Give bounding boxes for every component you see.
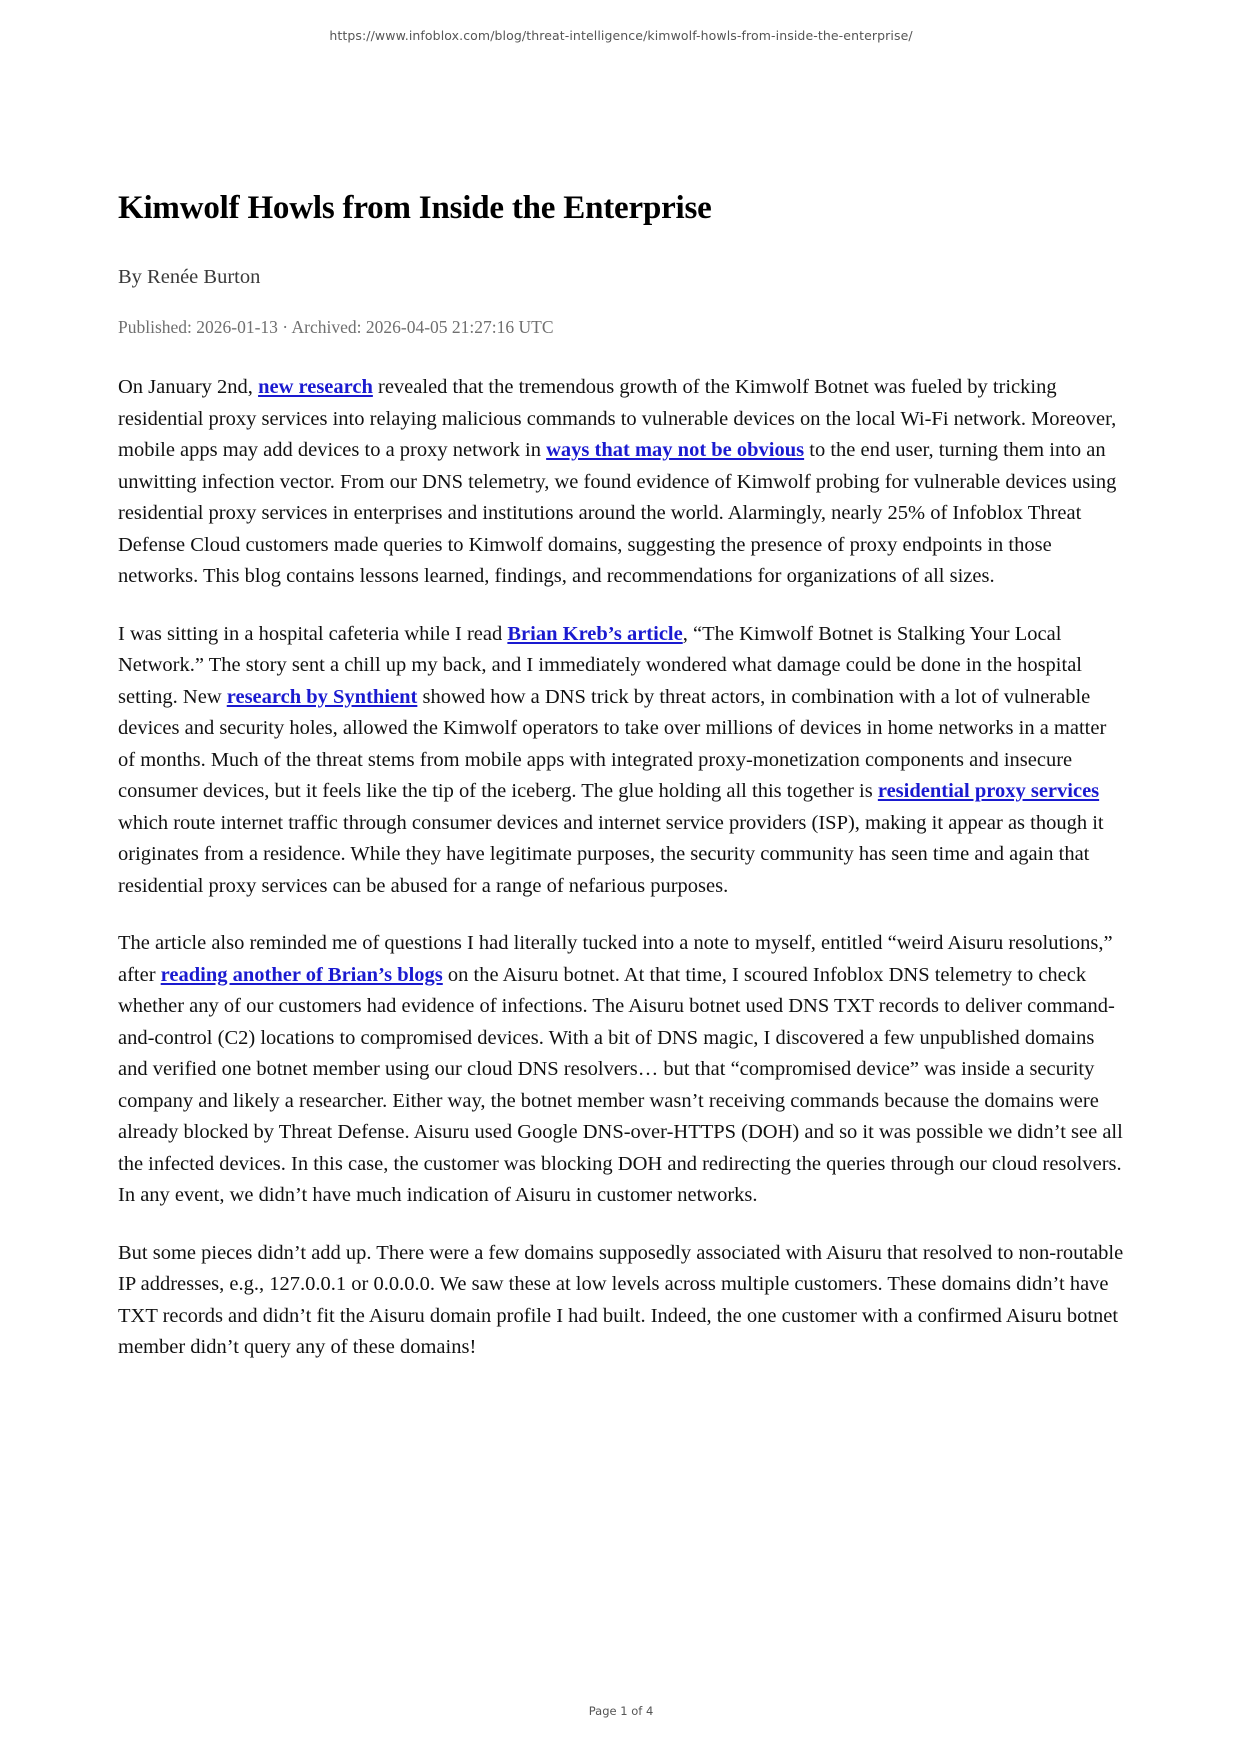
- source-url: https://www.infoblox.com/blog/threat-intelligence/kimwolf-howls-from-inside-the-enterprise/: [329, 28, 913, 43]
- inline-link[interactable]: ways that may not be obvious: [546, 439, 805, 461]
- author-byline: By Renée Burton: [118, 266, 261, 288]
- page-title: Kimwolf Howls from Inside the Enterprise: [118, 190, 712, 226]
- paragraph-1: On January 2nd, new research revealed that the tremendous growth of the Kimwolf Botnet was fueled by tricking residential proxy services into relaying malicious commands to vulnerable devices on the local Wi-Fi network. Moreover, mobile apps may add devices to a proxy network in ways that may not be obvious to the end user, turning them into an unwitting infection vector. From our DNS telemetry, we found evidence of Kimwolf probing for vulnerable devices using residential proxy services in enterprises and institutions around the world. Alarmingly, nearly 25% of Infoblox Threat Defense Cloud customers made queries to Kimwolf domains, suggesting the presence of proxy endpoints in those networks. This blog contains lessons learned, findings, and recommendations for organizations of all sizes.: [118, 376, 1117, 587]
- article-body: [118, 372, 1124, 1364]
- paragraph-4: But some pieces didn’t add up. There were a few domains supposedly associated with Aisuru that resolved to non-routable IP addresses, e.g., 127.0.0.1 or 0.0.0.0. We saw these at low levels across multiple customers. These domains didn’t have TXT records and didn’t fit the Aisuru domain profile I had built. Indeed, the one customer with a confirmed Aisuru botnet member didn’t query any of these domains!: [118, 1241, 1124, 1358]
- paragraph-2: I was sitting in a hospital cafeteria while I read Brian Kreb’s article, “The Kimwolf Botnet is Stalking Your Local Network.” The story sent a chill up my back, and I immediately wondered what damage could be done in the hospital setting. New research by Synthient showed how a DNS trick by threat actors, in combination with a lot of vulnerable devices and security holes, allowed the Kimwolf operators to take over millions of devices in home networks in a matter of months. Much of the threat stems from mobile apps with integrated proxy-monetization components and insecure consumer devices, but it feels like the tip of the iceberg. The glue holding all this together is residential proxy services which route internet traffic through consumer devices and internet service providers (ISP), making it appear as though it originates from a residence. While they have legitimate purposes, the security community has seen time and again that residential proxy services can be abused for a range of nefarious purposes.: [118, 622, 1107, 897]
- inline-link[interactable]: research by Synthient: [226, 685, 418, 708]
- inline-link[interactable]: reading another of Brian’s blogs: [160, 963, 443, 986]
- inline-link[interactable]: residential proxy services: [877, 780, 1100, 802]
- inline-link[interactable]: new research: [258, 376, 373, 398]
- article-content: [118, 190, 1124, 1390]
- page-footer: Page 1 of 4: [588, 1704, 654, 1718]
- publication-info: Published: 2026-01-13 · Archived: 2026-04-05 21:27:16 UTC: [118, 317, 554, 337]
- inline-link[interactable]: Brian Kreb’s article: [507, 622, 683, 645]
- paragraph-3: The article also reminded me of questions I had literally tucked into a note to myself, entitled “weird Aisuru resolutions,” after reading another of Brian’s blogs on the Aisuru botnet. At that time, I scoured Infoblox DNS telemetry to check whether any of our customers had evidence of infections. The Aisuru botnet used DNS TXT records to deliver command-and-control (C2) locations to compromised devices. With a bit of DNS magic, I discovered a few unpublished domains and verified one botnet member using our cloud DNS resolvers… but that “compromised device” was inside a security company and likely a researcher. Either way, the botnet member wasn’t receiving commands because the domains were already blocked by Threat Defense. Aisuru used Google DNS-over-HTTPS (DOH) and so it was possible we didn’t see all the infected devices. In this case, the customer was blocking DOH and redirecting the queries through our cloud resolvers. In any event, we didn’t have much indication of Aisuru in customer networks.: [118, 932, 1123, 1206]
